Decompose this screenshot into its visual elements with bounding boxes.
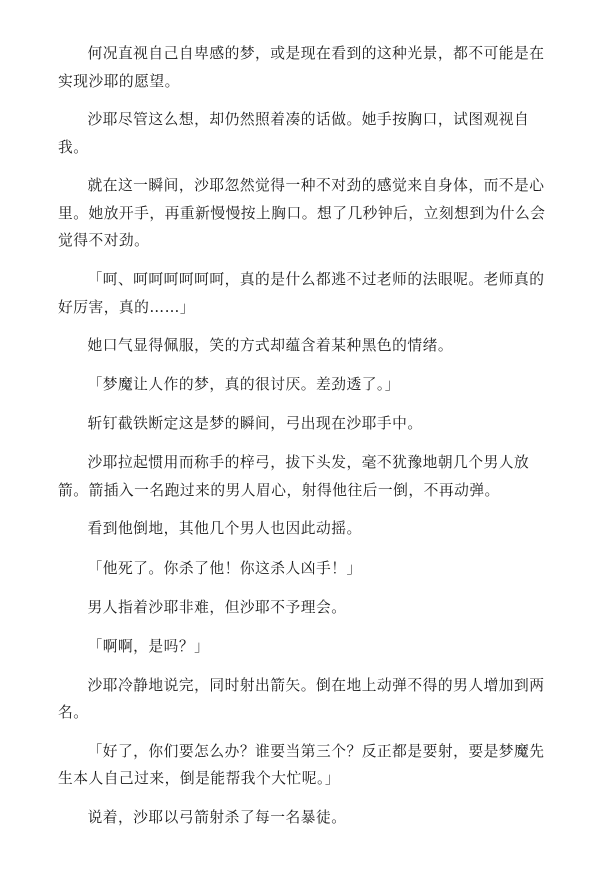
paragraph-3: 就在这一瞬间，沙耶忽然觉得一种不对劲的感觉来自身体，而不是心里。她放开手，再重新慢慢按上胸口。想了几秒钟后，立刻想到为什么会觉得不对劲。 xyxy=(58,177,546,250)
paragraph-8: 沙耶拉起惯用而称手的梓弓，拔下头发，毫不犹豫地朝几个男人放箭。箭插入一名跑过来的男人眉心，射得他往后一倒，不再动弹。 xyxy=(58,454,530,500)
paragraph-10: 「他死了。你杀了他！你这杀人凶手！」 xyxy=(87,559,362,577)
paragraph-4: 「呵、呵呵呵呵呵呵，真的是什么都逃不过老师的法眼呢。老师真的好厉害，真的……」 xyxy=(58,271,545,316)
paragraph-5: 她口气显得佩服，笑的方式却蕴含着某种黑色的情绪。 xyxy=(87,337,454,355)
paragraph-1: 何况直视自己自卑感的梦，或是现在看到的这种光景，都不可能是在实现沙耶的愿望。 xyxy=(58,45,545,90)
paragraph-6: 「梦魔让人作的梦，真的很讨厌。差劲透了。」 xyxy=(87,376,401,394)
paragraph-2: 沙耶尽管这么想，却仍然照着凑的话做。她手按胸口，试图观视自我。 xyxy=(58,111,530,156)
paragraph-7: 斩钉截铁断定这是梦的瞬间，弓出现在沙耶手中。 xyxy=(87,415,423,433)
paragraph-13: 沙耶冷静地说完，同时射出箭矢。倒在地上动弹不得的男人增加到两名。 xyxy=(58,676,545,722)
paragraph-12: 「啊啊，是吗？」 xyxy=(87,637,210,655)
paragraph-9: 看到他倒地，其他几个男人也因此动摇。 xyxy=(87,520,362,538)
paragraph-15: 说着，沙耶以弓箭射杀了每一名暴徒。 xyxy=(87,808,347,826)
paragraph-14: 「好了，你们要怎么办？谁要当第三个？反正都是要射，要是梦魔先生本人自己过来，倒是能帮我个大忙呢。」 xyxy=(58,742,545,788)
paragraph-11: 男人指着沙耶非难，但沙耶不予理会。 xyxy=(87,598,347,616)
